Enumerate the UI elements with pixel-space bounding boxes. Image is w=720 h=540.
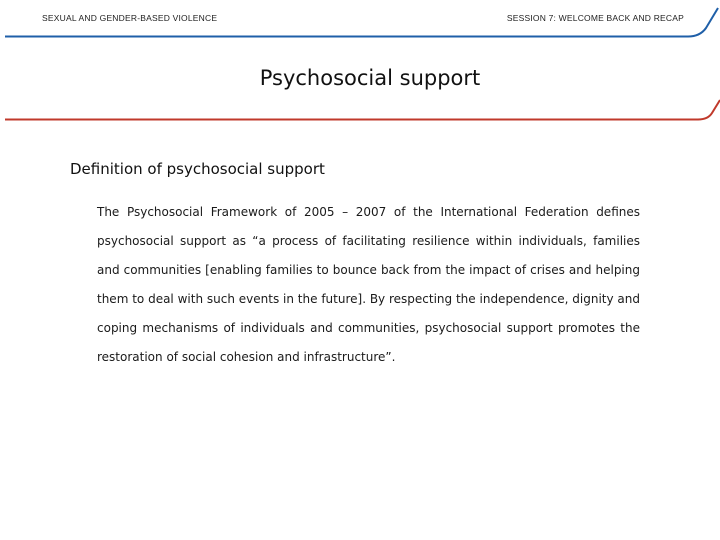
red-rule (5, 100, 720, 120)
slide-title: Psychosocial support (259, 66, 481, 90)
blue-rule (5, 8, 718, 37)
header-right: SESSION 7: WELCOME BACK AND RECAP (506, 13, 684, 23)
header-decoration (0, 0, 720, 130)
slide-subtitle: Definition of psychosocial support (70, 160, 325, 178)
header-left: SEXUAL AND GENDER-BASED VIOLENCE (42, 13, 218, 23)
definition-paragraph: The Psychosocial Framework of 2005 – 2007 of the International Federation defines psychosocial support as “a process of facilitating resilience within individuals, families and communities [enabling families to bounce back from the impact of crises and helping them to deal with such events in the future]. By respecting the independence, dignity and coping mechanisms of individuals and communities, psychosocial support promotes the restoration of social cohesion and infrastructure”. (97, 205, 640, 364)
